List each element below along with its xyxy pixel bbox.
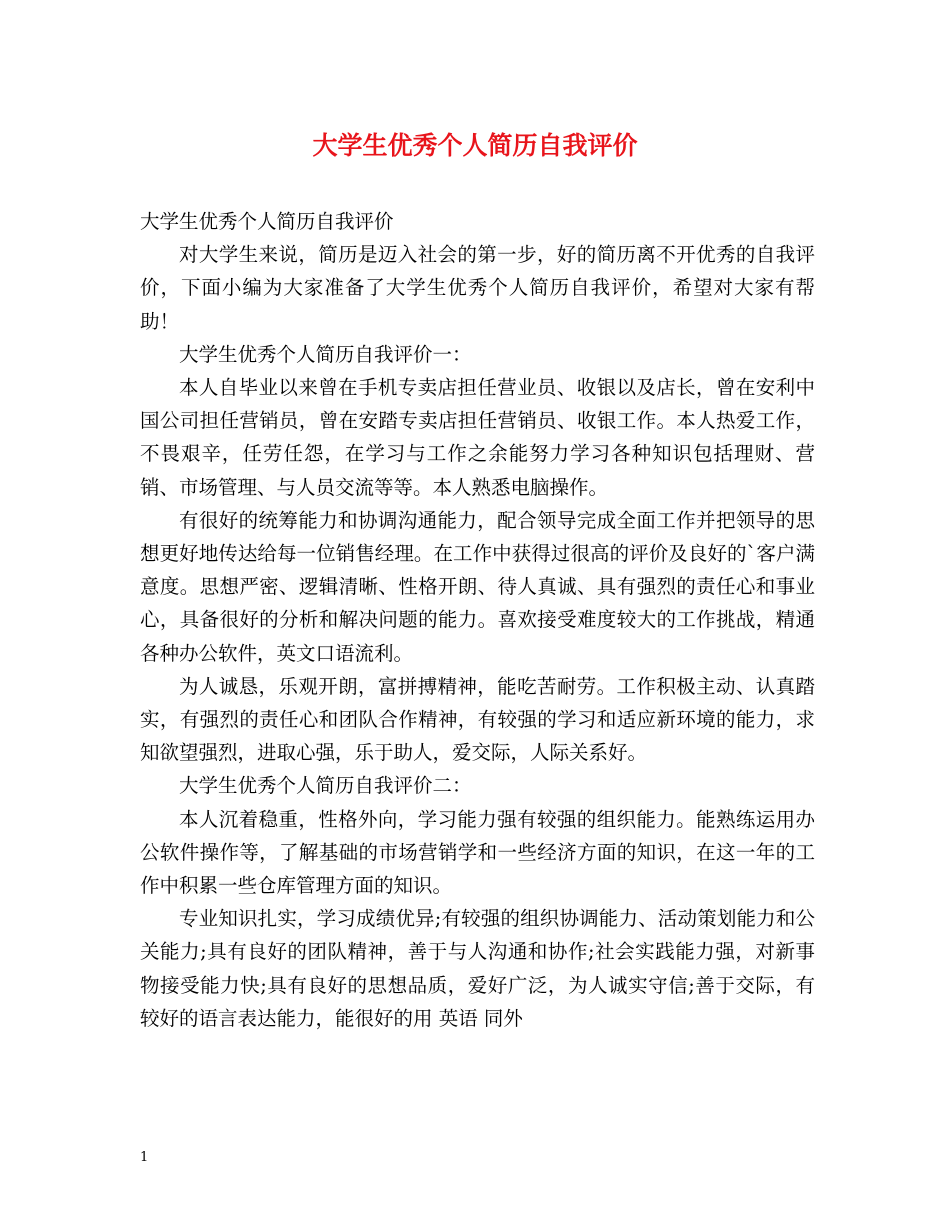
document-body: [140, 205, 815, 1035]
section-heading-one: 大学生优秀个人简历自我评价一：: [179, 342, 472, 366]
paragraph-work-history: 本人自毕业以来曾在手机专卖店担任营业员、收银以及店长，曾在安利中国公司担任营销员，曾在安踏专卖店担任营销员、收银工作。本人热爱工作，不畏艰辛，任劳任怨，在学习与工作之余能努力学习各种知识包括理财、营销、市场管理、与人员交流等等。本人熟悉电脑操作。: [140, 376, 815, 499]
paragraph-personality: 为人诚恳，乐观开朗，富拼搏精神，能吃苦耐劳。工作积极主动、认真踏实，有强烈的责任心和团队合作精神，有较强的学习和适应新环境的能力，求知欲望强烈，进取心强，乐于助人，爱交际，人际关系好。: [140, 674, 815, 765]
paragraph-intro: 对大学生来说，简历是迈入社会的第一步，好的简历离不开优秀的自我评价，下面小编为大家准备了大学生优秀个人简历自我评价，希望对大家有帮助！: [140, 243, 815, 333]
page-number: 1: [140, 1150, 149, 1165]
paragraph-knowledge: 专业知识扎实，学习成绩优异;有较强的组织协调能力、活动策划能力和公关能力;具有良好的团队精神，善于与人沟通和协作;社会实践能力强，对新事物接受能力快;具有良好的思想品质，爱好广泛，为人诚实守信;善于交际，有较好的语言表达能力，能很好的用 英语 同外: [140, 907, 815, 1030]
paragraph-skills: 本人沉着稳重，性格外向，学习能力强有较强的组织能力。能熟练运用办公软件操作等，了解基础的市场营销学和一些经济方面的知识，在这一年的工作中积累一些仓库管理方面的知识。: [140, 807, 815, 898]
section-heading-two: 大学生优秀个人简历自我评价二：: [179, 774, 472, 798]
paragraph-abilities: 有很好的统筹能力和协调沟通能力，配合领导完成全面工作并把领导的思想更好地传达给每一位销售经理。在工作中获得过很高的评价及良好的`客户满意度。思想严密、逻辑清晰、性格开朗、待人真诚、具有强烈的责任心和事业心，具备很好的分析和解决问题的能力。喜欢接受难度较大的工作挑战，精通各种办公软件，英文口语流利。: [140, 508, 815, 665]
document-title: 大学生优秀个人简历自我评价: [312, 131, 638, 160]
paragraph-heading: 大学生优秀个人简历自我评价: [140, 210, 394, 233]
